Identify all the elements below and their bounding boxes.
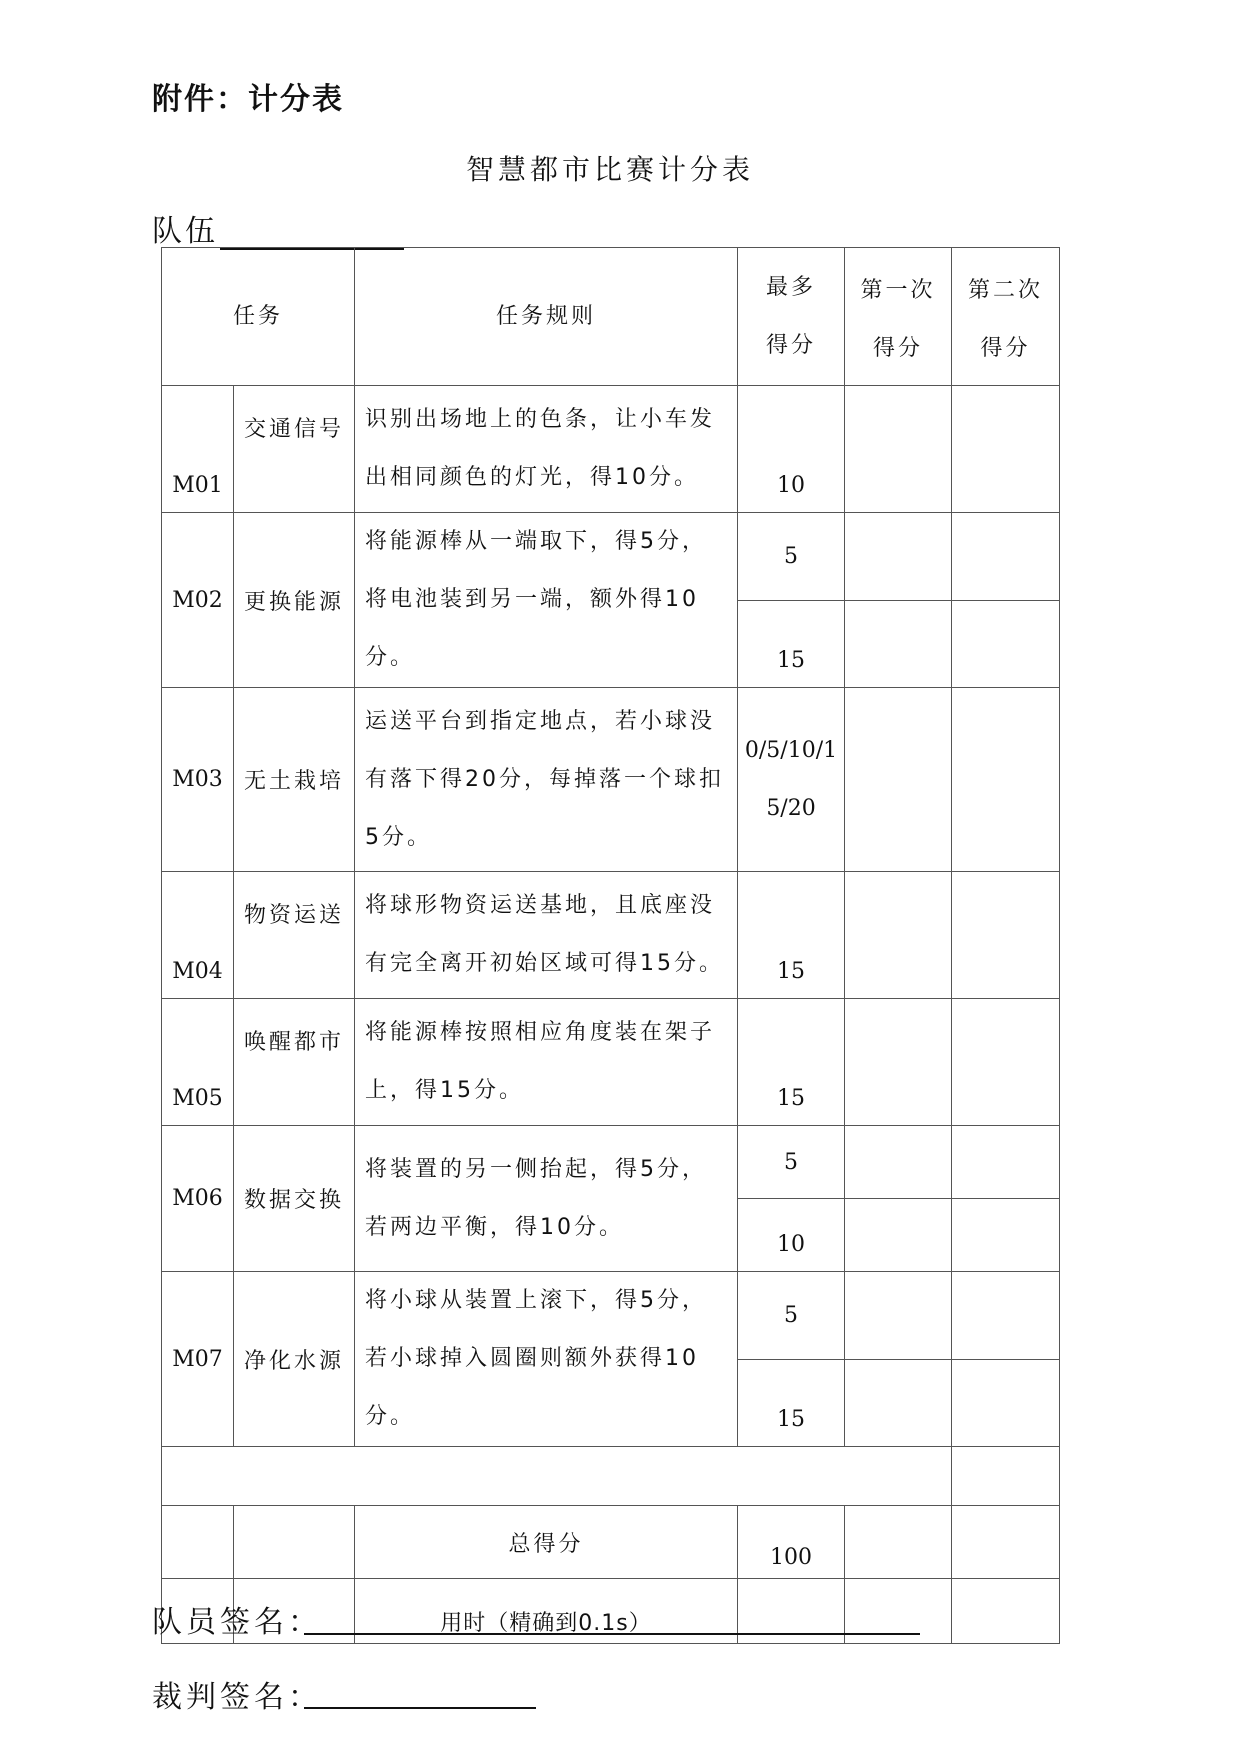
header-rule: 任务规则 — [355, 248, 738, 386]
task-name: 更换能源 — [234, 513, 355, 688]
header-first-line2: 得分 — [873, 336, 924, 361]
first-score-cell[interactable] — [845, 513, 952, 601]
referee-signature-line[interactable] — [304, 1707, 536, 1709]
task-rule: 运送平台到指定地点，若小球没有落下得20分，每掉落一个球扣5分。 — [355, 688, 738, 872]
time-label: 用时（精确到0.1s） — [355, 1579, 738, 1644]
header-task: 任务 — [162, 248, 355, 386]
first-score-cell[interactable] — [845, 1126, 952, 1199]
total-max-points: 100 — [738, 1506, 845, 1579]
second-score-cell[interactable] — [952, 513, 1060, 601]
task-max-points: 5 — [738, 1126, 845, 1199]
table-row — [162, 688, 1060, 872]
task-code: M06 — [162, 1126, 234, 1272]
task-rule: 将装置的另一侧抬起，得5分，若两边平衡，得10分。 — [355, 1126, 738, 1272]
header-max-line2: 得分 — [766, 332, 817, 358]
header-max-points — [738, 248, 845, 386]
table-row — [162, 386, 1060, 513]
blank-merged-cell — [162, 1447, 952, 1506]
task-code: M05 — [162, 999, 234, 1126]
task-max-points: 15 — [738, 600, 845, 688]
second-score-cell[interactable] — [952, 999, 1060, 1126]
task-name: 交通信号 — [234, 386, 355, 513]
task-max-points: 5 — [738, 513, 845, 601]
header-second-line1: 第二次 — [968, 278, 1044, 303]
table-row — [162, 999, 1060, 1126]
header-max-line1: 最多 — [766, 274, 817, 300]
task-name: 数据交换 — [234, 1126, 355, 1272]
team-blank-line[interactable] — [220, 218, 404, 250]
total-label: 总得分 — [355, 1506, 738, 1579]
task-max-points: 10 — [738, 386, 845, 513]
first-score-cell[interactable] — [845, 1272, 952, 1360]
task-rule: 识别出场地上的色条，让小车发出相同颜色的灯光，得10分。 — [355, 386, 738, 513]
first-score-cell[interactable] — [845, 688, 952, 872]
table-header-row — [162, 248, 1060, 386]
blank-cell — [952, 1447, 1060, 1506]
table-row — [162, 872, 1060, 999]
total-second-score-cell[interactable] — [952, 1506, 1060, 1579]
task-max-points: 0/5/10/15/20 — [738, 688, 845, 872]
header-second-score — [952, 248, 1060, 386]
second-score-cell[interactable] — [952, 1126, 1060, 1199]
page-title: 智慧都市比赛计分表 — [465, 153, 754, 186]
table-row — [162, 1272, 1060, 1360]
total-empty-cell — [234, 1506, 355, 1579]
second-score-cell[interactable] — [952, 688, 1060, 872]
task-rule: 将能源棒按照相应角度装在架子上，得15分。 — [355, 999, 738, 1126]
first-score-cell[interactable] — [845, 600, 952, 688]
task-rule: 将小球从装置上滚下，得5分，若小球掉入圆圈则额外获得10分。 — [355, 1272, 738, 1447]
blank-row — [162, 1447, 1060, 1506]
task-max-points: 15 — [738, 1359, 845, 1447]
first-score-cell[interactable] — [845, 999, 952, 1126]
team-label: 队伍 — [152, 214, 218, 249]
member-signature-label: 队员签名： — [152, 1605, 322, 1640]
second-score-cell[interactable] — [952, 1359, 1060, 1447]
table-row — [162, 513, 1060, 601]
time-second-cell[interactable] — [952, 1579, 1060, 1644]
first-score-cell[interactable] — [845, 872, 952, 999]
team-field — [152, 206, 404, 250]
attachment-label: 附件：计分表 — [152, 82, 344, 117]
task-max-points: 5 — [738, 1272, 845, 1360]
second-score-cell[interactable] — [952, 386, 1060, 513]
second-score-cell[interactable] — [952, 600, 1060, 688]
total-first-score-cell[interactable] — [845, 1506, 952, 1579]
task-name: 物资运送 — [234, 872, 355, 999]
first-score-cell[interactable] — [845, 386, 952, 513]
task-name: 唤醒都市 — [234, 999, 355, 1126]
first-score-cell[interactable] — [845, 1359, 952, 1447]
second-score-cell[interactable] — [952, 872, 1060, 999]
task-rule: 将球形物资运送基地，且底座没有完全离开初始区域可得15分。 — [355, 872, 738, 999]
task-max-points: 10 — [738, 1199, 845, 1272]
task-code: M03 — [162, 688, 234, 872]
header-second-line2: 得分 — [980, 336, 1031, 361]
task-code: M04 — [162, 872, 234, 999]
table-row — [162, 1126, 1060, 1199]
total-empty-cell — [162, 1506, 234, 1579]
task-code: M07 — [162, 1272, 234, 1447]
header-first-score — [845, 248, 952, 386]
task-max-points: 15 — [738, 999, 845, 1126]
member-signature-line[interactable] — [304, 1633, 920, 1635]
task-code: M01 — [162, 386, 234, 513]
task-max-points: 15 — [738, 872, 845, 999]
second-score-cell[interactable] — [952, 1199, 1060, 1272]
first-score-cell[interactable] — [845, 1199, 952, 1272]
total-row — [162, 1506, 1060, 1579]
referee-signature-label: 裁判签名： — [152, 1680, 322, 1715]
score-table — [161, 247, 1060, 1644]
header-first-line1: 第一次 — [860, 278, 936, 303]
task-rule: 将能源棒从一端取下，得5分，将电池装到另一端，额外得10分。 — [355, 513, 738, 688]
task-name: 无土栽培 — [234, 688, 355, 872]
second-score-cell[interactable] — [952, 1272, 1060, 1360]
task-code: M02 — [162, 513, 234, 688]
task-name: 净化水源 — [234, 1272, 355, 1447]
